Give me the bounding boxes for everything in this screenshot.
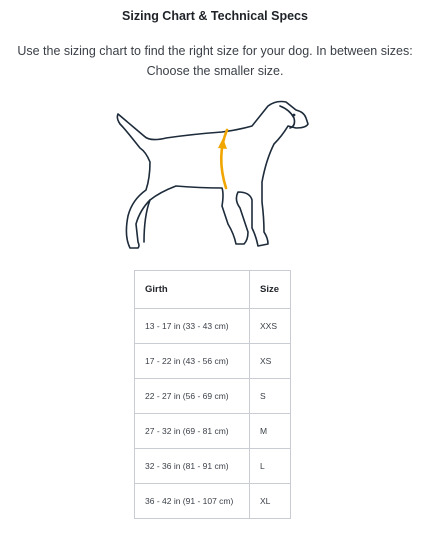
intro-text: Use the sizing chart to find the right size for your dog. In between sizes: Choose the smaller size. [17, 44, 413, 78]
girth-cell: 17 - 22 in (43 - 56 cm) [135, 344, 250, 379]
table-header-row [135, 271, 291, 309]
size-cell: S [250, 379, 291, 414]
girth-cell: 13 - 17 in (33 - 43 cm) [135, 309, 250, 344]
table-row [135, 414, 291, 449]
size-cell: XXS [250, 309, 291, 344]
girth-cell: 32 - 36 in (81 - 91 cm) [135, 449, 250, 484]
table-row [135, 484, 291, 519]
girth-cell: 36 - 42 in (91 - 107 cm) [135, 484, 250, 519]
table-row [135, 379, 291, 414]
size-cell: XL [250, 484, 291, 519]
table-row [135, 309, 291, 344]
table-row [135, 449, 291, 484]
table-row [135, 344, 291, 379]
size-cell: L [250, 449, 291, 484]
dog-outline-icon [110, 96, 315, 256]
girth-cell: 22 - 27 in (56 - 69 cm) [135, 379, 250, 414]
column-header-size: Size [250, 271, 291, 309]
column-header-girth: Girth [135, 271, 250, 309]
sizing-table [134, 270, 291, 519]
page-title: Sizing Chart & Technical Specs [122, 9, 308, 23]
girth-cell: 27 - 32 in (69 - 81 cm) [135, 414, 250, 449]
size-cell: XS [250, 344, 291, 379]
size-cell: M [250, 414, 291, 449]
